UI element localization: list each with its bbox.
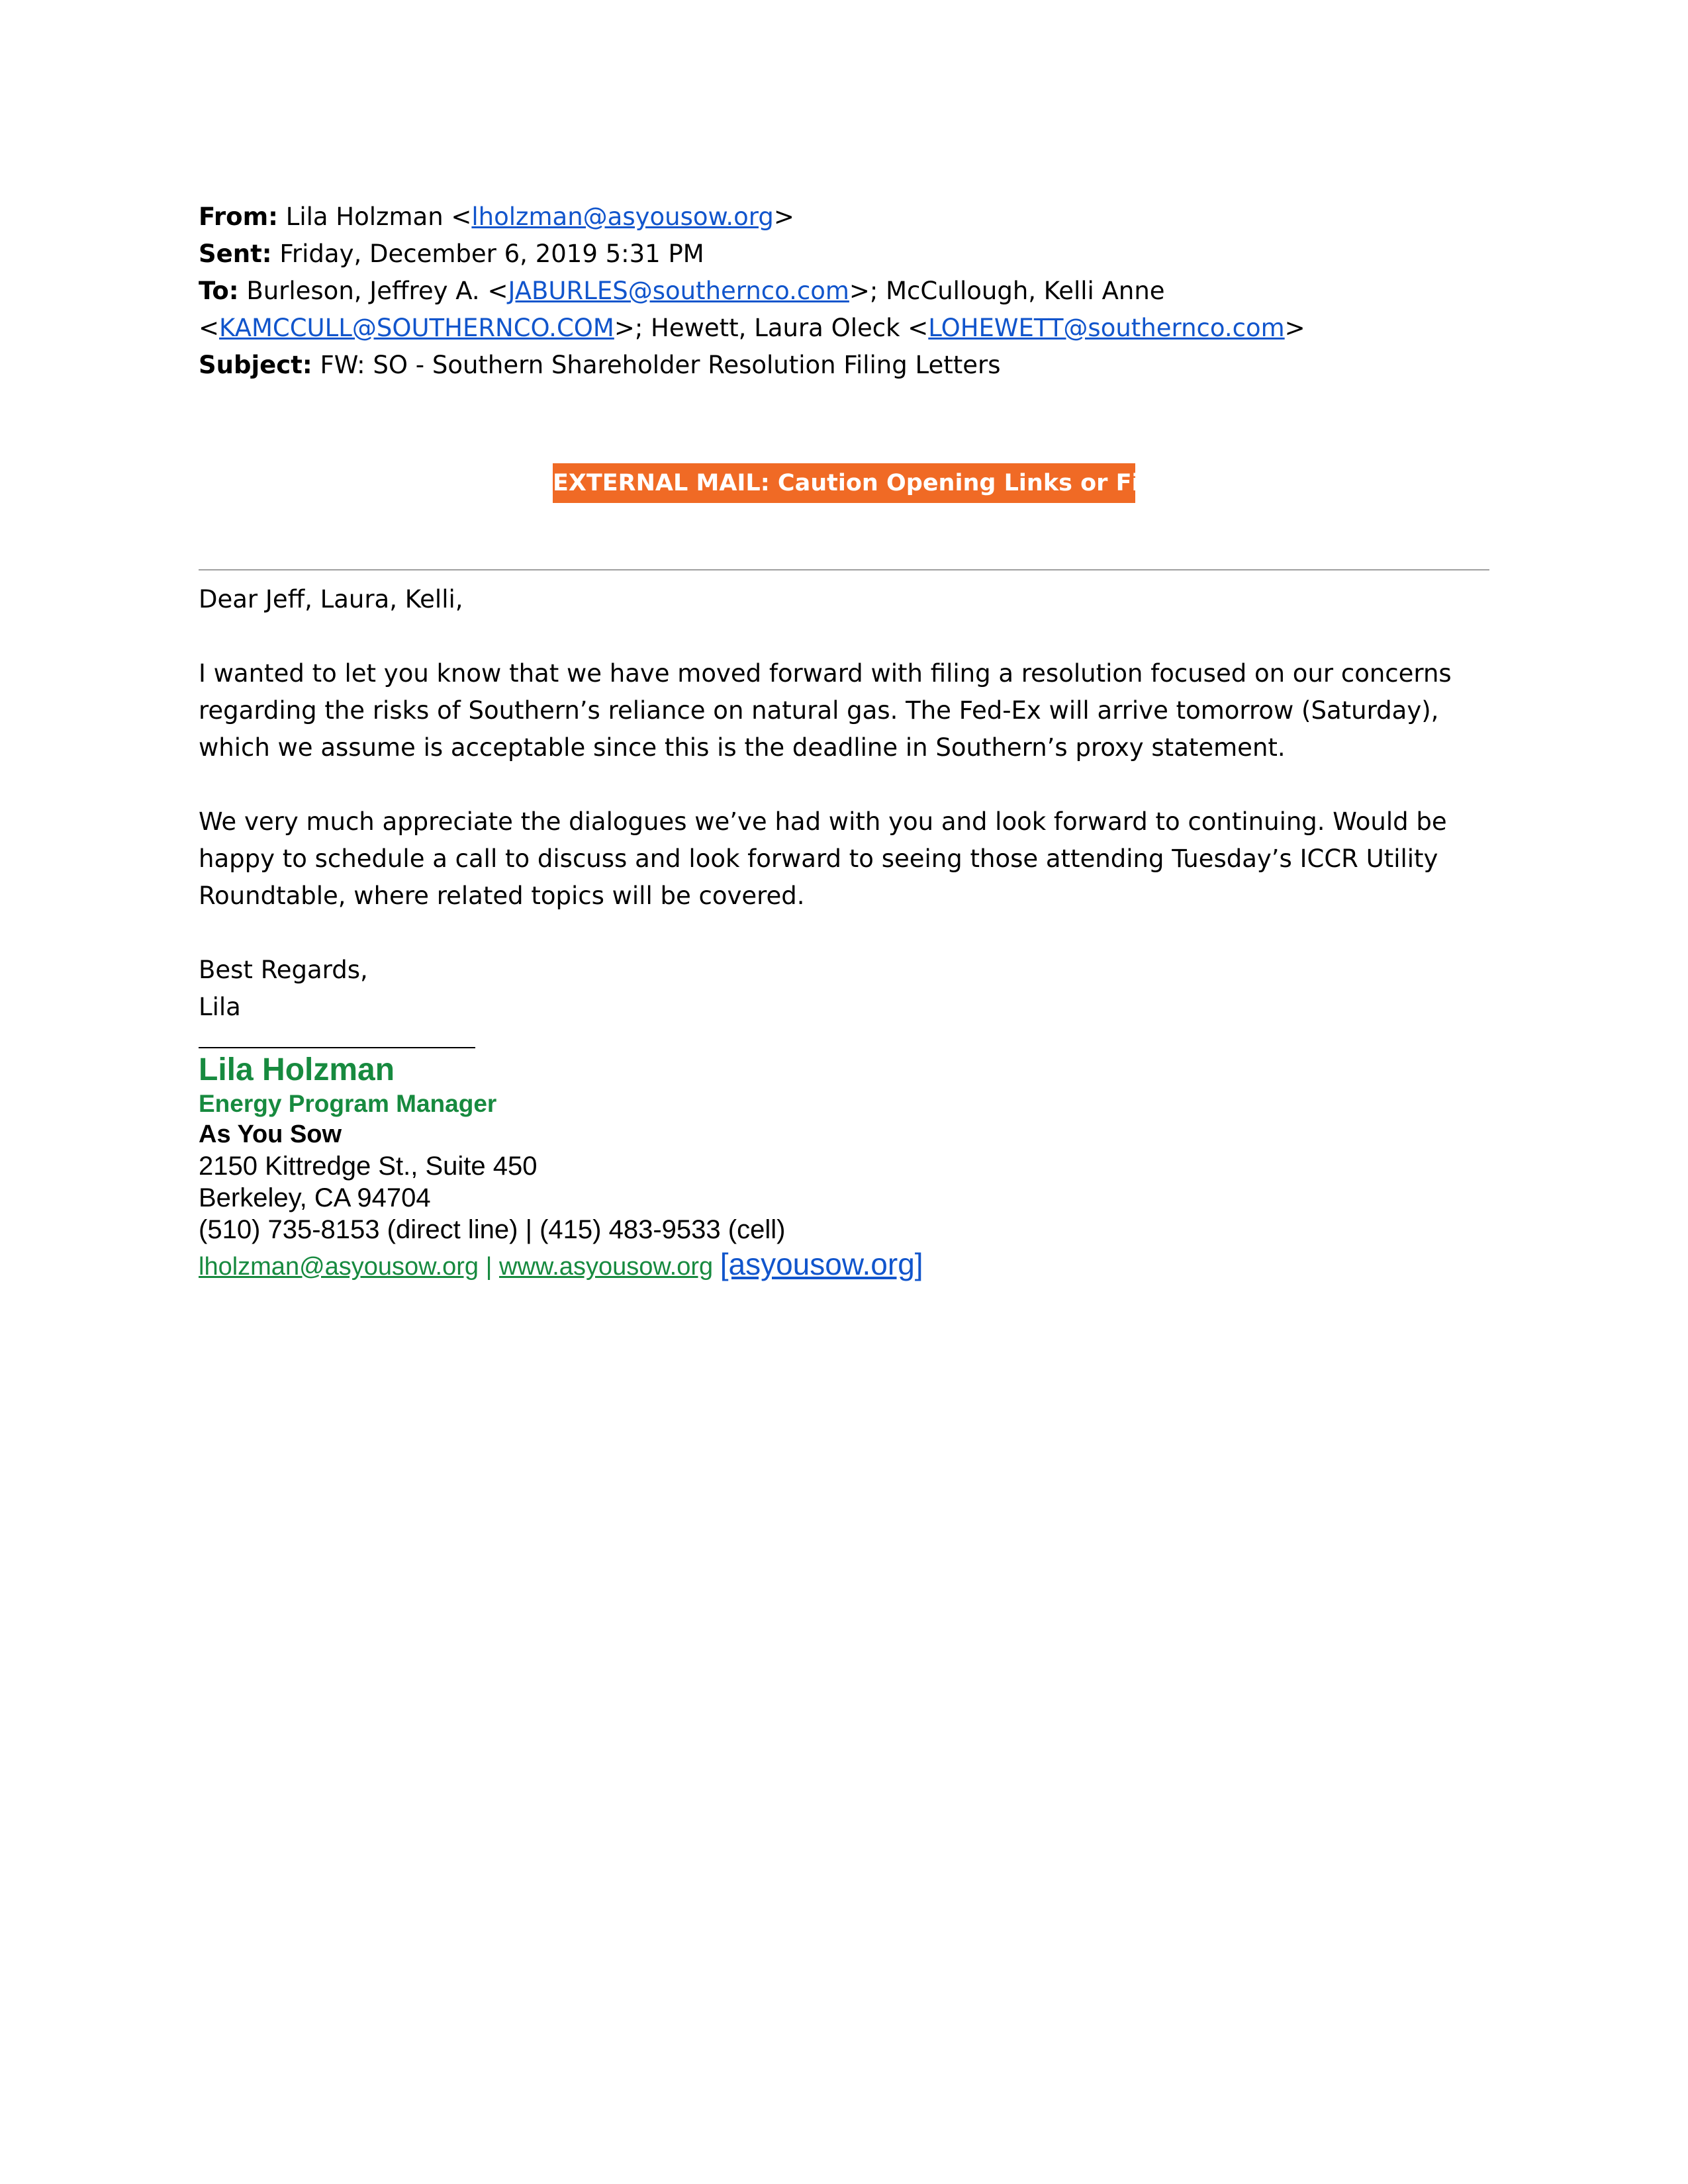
signature-phones: (510) 735-8153 (direct line) | (415) 483-9533 (cell) xyxy=(199,1215,786,1244)
signature-name: Lila Holzman xyxy=(199,1052,395,1087)
from-email-link[interactable]: lholzman@asyousow.org xyxy=(471,203,774,231)
signature-title: Energy Program Manager xyxy=(199,1090,497,1117)
paragraph-1-line-1: I wanted to let you know that we have moved forward with filing a resolution focused on our concerns xyxy=(199,659,1452,688)
to-recipient-3: >; Hewett, Laura Oleck < xyxy=(614,314,929,342)
signature-link-separator: | xyxy=(479,1253,500,1281)
to-open-bracket: < xyxy=(199,314,220,342)
subject-line xyxy=(199,347,1001,384)
subject-value: FW: SO - Southern Shareholder Resolution Filing Letters xyxy=(320,351,1001,379)
to-line xyxy=(199,273,1165,310)
to-label: To: xyxy=(199,277,239,305)
signature-links xyxy=(199,1247,923,1284)
greeting: Dear Jeff, Laura, Kelli, xyxy=(199,585,463,614)
to-recipient-2: >; McCullough, Kelli Anne xyxy=(849,277,1165,305)
paragraph-1-line-3: which we assume is acceptable since this is the deadline in Southern’s proxy statement. xyxy=(199,733,1286,762)
to-email-link-3[interactable]: LOHEWETT@southernco.com xyxy=(928,314,1285,342)
sent-line xyxy=(199,236,704,273)
paragraph-2-line-2: happy to schedule a call to discuss and look forward to seeing those attending Tuesday’s ICCR Utility xyxy=(199,844,1438,873)
signature-divider xyxy=(199,1047,475,1048)
signature-address-1: 2150 Kittredge St., Suite 450 xyxy=(199,1152,538,1181)
sent-value: Friday, December 6, 2019 5:31 PM xyxy=(279,240,704,268)
from-close: > xyxy=(773,203,794,231)
subject-label: Subject: xyxy=(199,351,312,379)
to-recipient-1: Burleson, Jeffrey A. < xyxy=(246,277,508,305)
paragraph-2-line-3: Roundtable, where related topics will be covered. xyxy=(199,882,805,910)
to-email-link-1[interactable]: JABURLES@southernco.com xyxy=(508,277,849,305)
signature-email-link[interactable]: lholzman@asyousow.org xyxy=(199,1253,479,1281)
header-divider xyxy=(199,569,1489,570)
to-email-link-2[interactable]: KAMCCULL@SOUTHERNCO.COM xyxy=(219,314,614,342)
sent-label: Sent: xyxy=(199,240,272,268)
signature-org: As You Sow xyxy=(199,1120,342,1148)
external-mail-banner: EXTERNAL MAIL: Caution Opening Links or Files xyxy=(553,463,1135,503)
to-close-bracket: > xyxy=(1284,314,1305,342)
from-name: Lila Holzman < xyxy=(285,203,472,231)
signature-website-link[interactable]: www.asyousow.org xyxy=(499,1253,714,1281)
from-line xyxy=(199,199,794,236)
signature-address-2: Berkeley, CA 94704 xyxy=(199,1183,431,1212)
paragraph-2-line-1: We very much appreciate the dialogues we’ve had with you and look forward to continuing. Would be xyxy=(199,807,1447,836)
signature-website-tag[interactable]: [asyousow.org] xyxy=(720,1247,923,1281)
closing-name: Lila xyxy=(199,993,241,1021)
to-line-continued xyxy=(199,310,1305,347)
closing: Best Regards, xyxy=(199,956,368,984)
from-label: From: xyxy=(199,203,278,231)
paragraph-1-line-2: regarding the risks of Southern’s reliance on natural gas. The Fed-Ex will arrive tomorrow (Saturday), xyxy=(199,696,1439,725)
